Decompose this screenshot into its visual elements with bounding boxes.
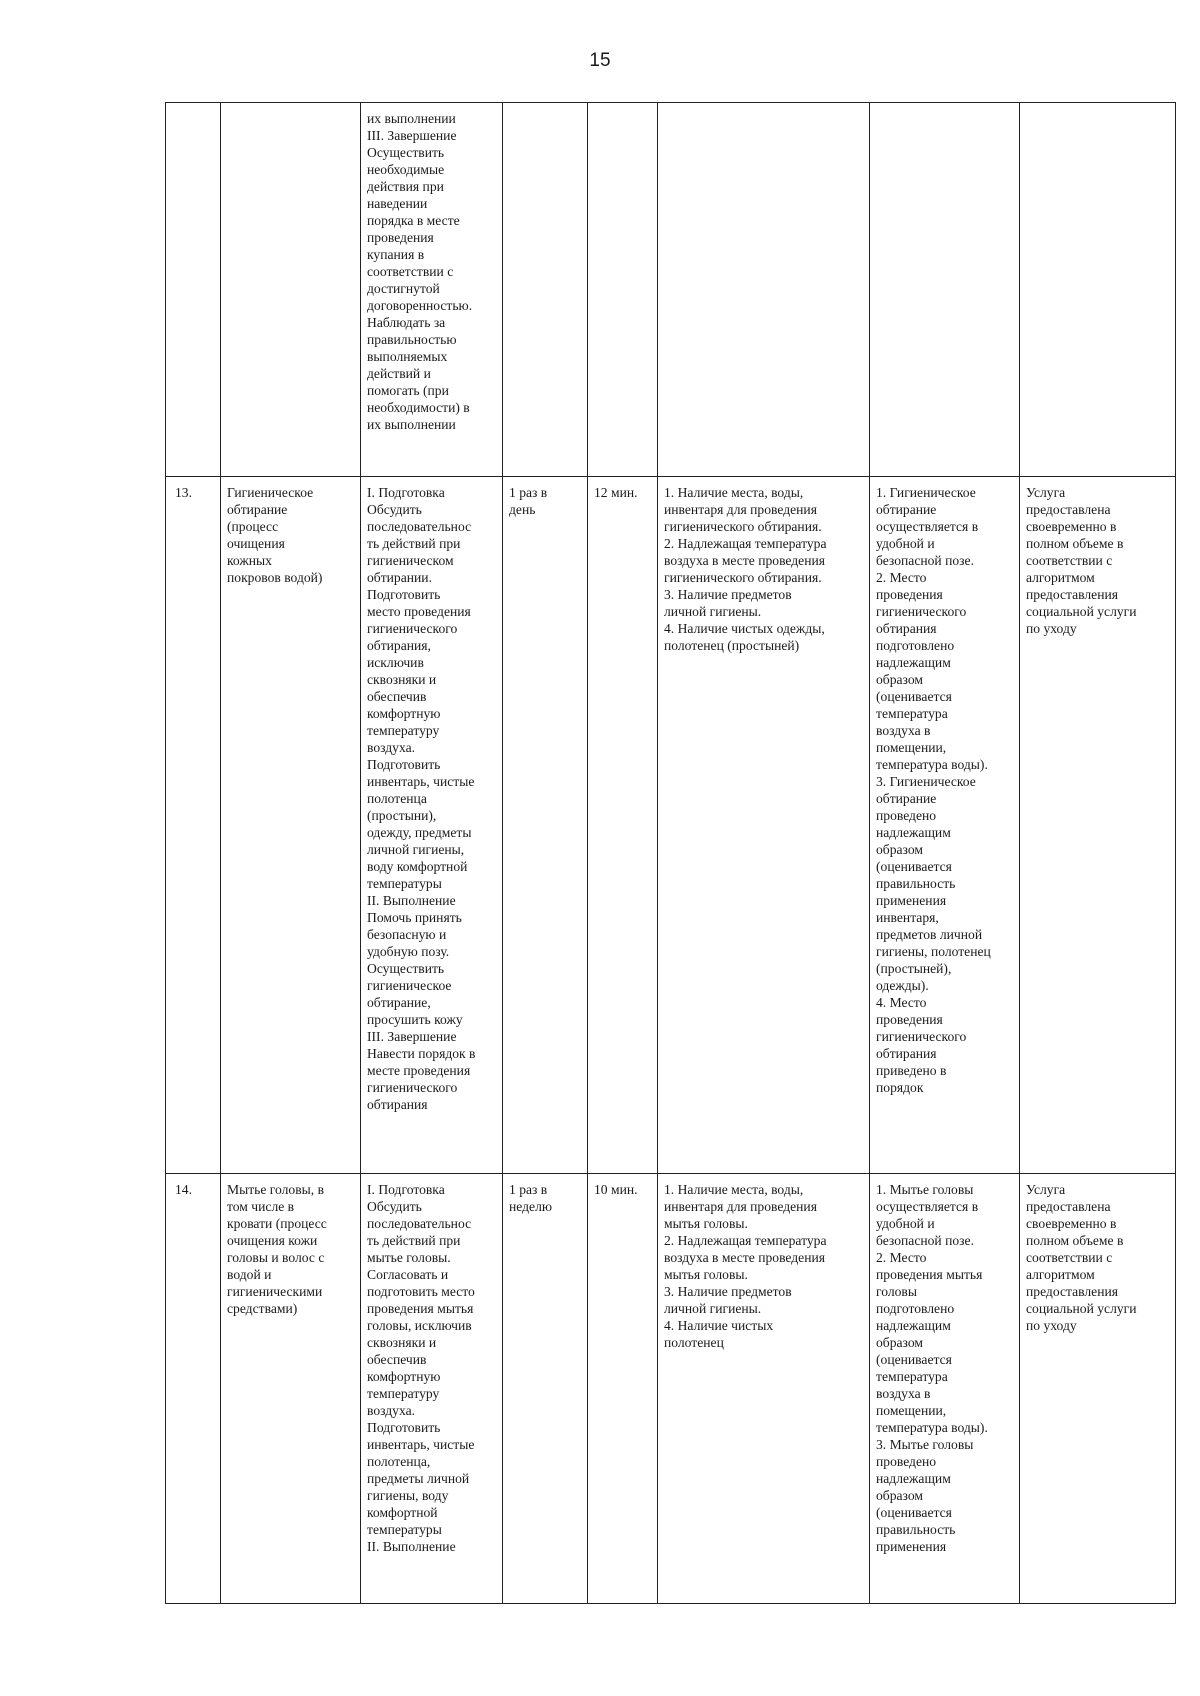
row-number-cell [166, 103, 221, 477]
conditions-cell [658, 477, 870, 1174]
duration-text: 10 мин. [594, 1182, 638, 1197]
procedure-text: I. Подготовка Обсудить последовательнос ть действий при мытье головы. Согласовать и подготовить место проведения мытья головы, исключив сквозняки и обеспечив комфортную температуру воздуха. Подготовить инвентарь, чистые полотенца, предметы личной гигиены, воду комфортной температуры II. Выполнение [367, 1182, 475, 1554]
result-cell [1020, 1174, 1176, 1604]
duration-cell [588, 477, 658, 1174]
row-number: 14. [175, 1182, 192, 1197]
frequency-text: 1 раз в день [509, 485, 548, 517]
result-cell [1020, 103, 1176, 477]
service-name-cell [221, 103, 361, 477]
frequency-text: 1 раз в неделю [509, 1182, 553, 1214]
quality-cell [870, 1174, 1020, 1604]
result-cell [1020, 477, 1176, 1174]
quality-text: 1. Гигиеническое обтирание осуществляется в удобной и безопасной позе. 2. Место проведения гигиенического обтирания подготовлено надлежащим образом (оценивается температура воздуха в помещении, температура воды). 3. Гигиеническое обтирание проведено надлежащим образом (оценивается правильность применения инвентаря, предметов личной гигиены, полотенец (простыней), одежды). 4. Место проведения гигиенического обтирания приведено в порядок [876, 485, 991, 1095]
service-name: Гигиеническое обтирание (процесс очищения кожных покровов водой) [227, 485, 323, 585]
conditions-cell [658, 103, 870, 477]
service-name-cell [221, 1174, 361, 1604]
result-text: Услуга предоставлена своевременно в полном объеме в соответствии с алгоритмом предоставления социальной услуги по уходу [1026, 485, 1137, 636]
services-table [165, 102, 1176, 1604]
table-row-13 [166, 477, 1176, 1174]
row-number-cell [166, 477, 221, 1174]
row-number: 13. [175, 485, 192, 500]
procedure-cell [361, 103, 503, 477]
row-number-cell [166, 1174, 221, 1604]
page-number: 15 [589, 50, 611, 71]
result-text: Услуга предоставлена своевременно в полном объеме в соответствии с алгоритмом предоставления социальной услуги по уходу [1026, 1182, 1137, 1333]
service-name: Мытье головы, в том числе в кровати (процесс очищения кожи головы и волос с водой и гигиеническими средствами) [227, 1182, 327, 1316]
procedure-cell [361, 1174, 503, 1604]
frequency-cell [503, 103, 588, 477]
procedure-text: I. Подготовка Обсудить последовательнос ть действий при гигиеническом обтирании. Подготовить место проведения гигиенического обтирания, исключив сквозняки и обеспечив комфортную температуру воздуха. Подготовить инвентарь, чистые полотенца (простыни), одежду, предметы личной гигиены, воду комфортной температуры II. Выполнение Помочь принять безопасную и удобную позу. Осуществить гигиеническое обтирание, просушить кожу III. Завершение Навести порядок в месте проведения гигиенического обтирания [367, 485, 476, 1112]
conditions-text: 1. Наличие места, воды, инвентаря для проведения гигиенического обтирания. 2. Надлежащая температура воздуха в месте проведения гигиенического обтирания. 3. Наличие предметов личной гигиены. 4. Наличие чистых одежды, полотенец (простыней) [664, 485, 827, 653]
quality-cell [870, 477, 1020, 1174]
frequency-cell [503, 477, 588, 1174]
service-name-cell [221, 477, 361, 1174]
duration-cell [588, 1174, 658, 1604]
conditions-cell [658, 1174, 870, 1604]
conditions-text: 1. Наличие места, воды, инвентаря для проведения мытья головы. 2. Надлежащая температура воздуха в месте проведения мытья головы. 3. Наличие предметов личной гигиены. 4. Наличие чистых полотенец [664, 1182, 827, 1350]
table-row-continuation [166, 103, 1176, 477]
duration-cell [588, 103, 658, 477]
quality-cell [870, 103, 1020, 477]
frequency-cell [503, 1174, 588, 1604]
duration-text: 12 мин. [594, 485, 638, 500]
procedure-text: их выполнении III. Завершение Осуществить необходимые действия при наведении порядка в месте проведения купания в соответствии с достигнутой договоренностью. Наблюдать за правильностью выполняемых действий и помогать (при необходимости) в их выполнении [367, 111, 473, 432]
procedure-cell [361, 477, 503, 1174]
quality-text: 1. Мытье головы осуществляется в удобной и безопасной позе. 2. Место проведения мытья головы подготовлено надлежащим образом (оценивается температура воздуха в помещении, температура воды). 3. Мытье головы проведено надлежащим образом (оценивается правильность применения [876, 1182, 988, 1554]
table-row-14 [166, 1174, 1176, 1604]
